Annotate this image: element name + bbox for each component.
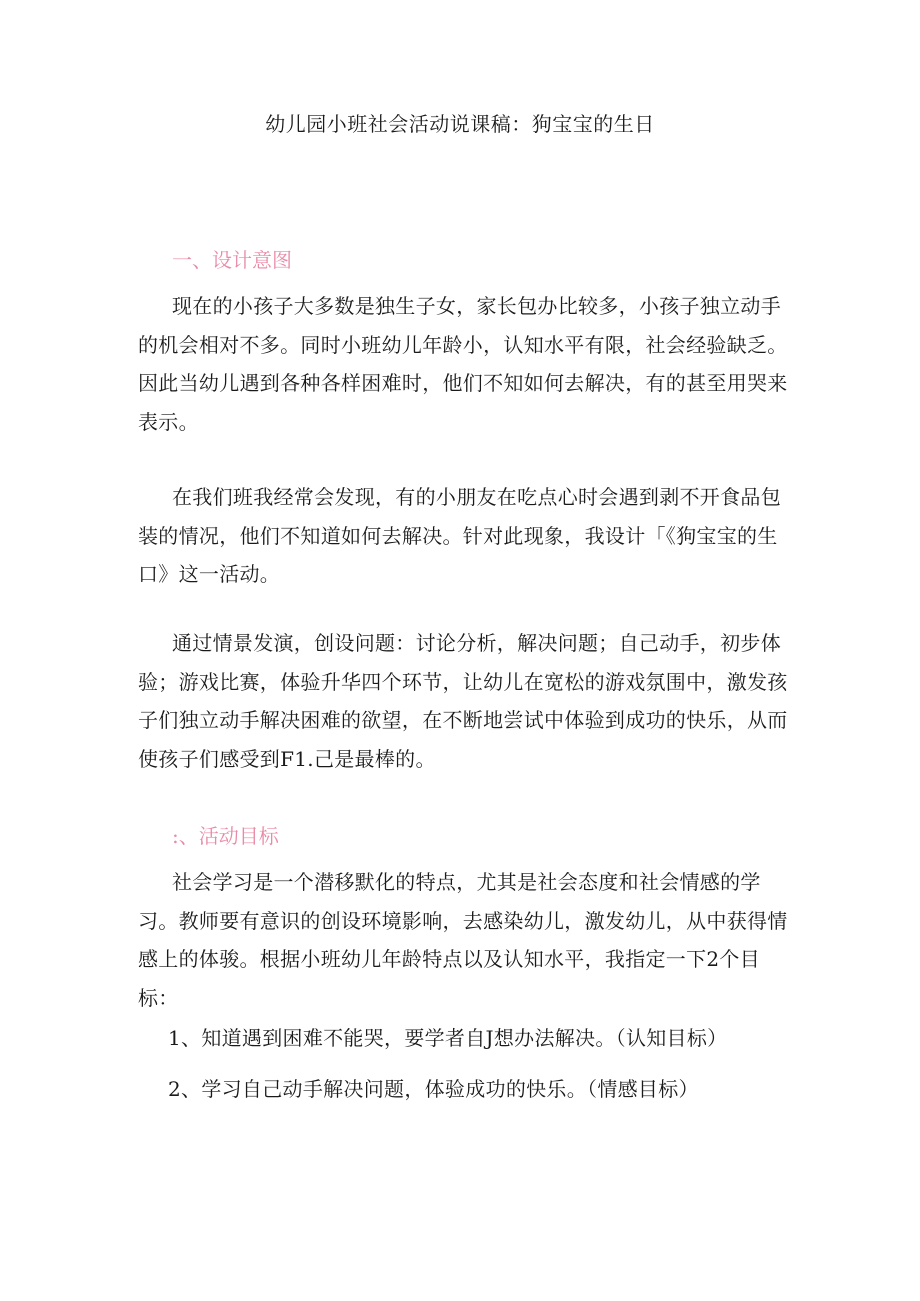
goal-item-2: 2、学习自己动手解决问题，体验成功的快乐。（情感目标） [168, 1077, 699, 1101]
paragraph-design-intent-3: 通过情景发演，创设问题：讨论分析，解决问题；自己动手，初步体验；游戏比赛，体验升华四个环节，让幼儿在宽松的游戏氛围中，激发孩子们独立动手解决困难的欲望，在不断地尝试中体验到成功的快乐，从而使孩子们感受到F1.己是最棒的。 [138, 631, 788, 771]
section-heading-activity-goals: :、活动目标 [172, 824, 279, 848]
section-heading-design-intent: 一、设计意图 [172, 248, 292, 272]
document-title: 幼儿园小班社会活动说课稿：狗宝宝的生日 [265, 112, 655, 136]
paragraph-design-intent-2: 在我们班我经常会发现，有的小朋友在吃点心时会遇到剥不开食品包装的情况，他们不知道如何去解决。针对此现象，我设计「《狗宝宝的生口》这一活动。 [138, 485, 781, 586]
goal-item-1: 1、知道遇到困难不能哭，要学者自J想办法解决。（认知目标） [168, 1026, 728, 1050]
paragraph-activity-goals-1: 社会学习是一个潜移默化的特点，尤其是社会态度和社会情感的学习。教师要有意识的创设环境影响，去感染幼儿，激发幼儿，从中获得情感上的体骏。根据小班幼儿年龄特点以及认知水平，我指定一下2个目标： [138, 870, 788, 1010]
paragraph-design-intent-1: 现在的小孩子大多数是独生子女，家长包办比较多，小孩子独立动手的机会相对不多。同时小班幼儿年龄小，认知水平有限，社会经验缺乏。因此当幼儿遇到各种各样困难时，他们不知如何去解决，有的甚至用哭来表示。 [138, 294, 788, 434]
